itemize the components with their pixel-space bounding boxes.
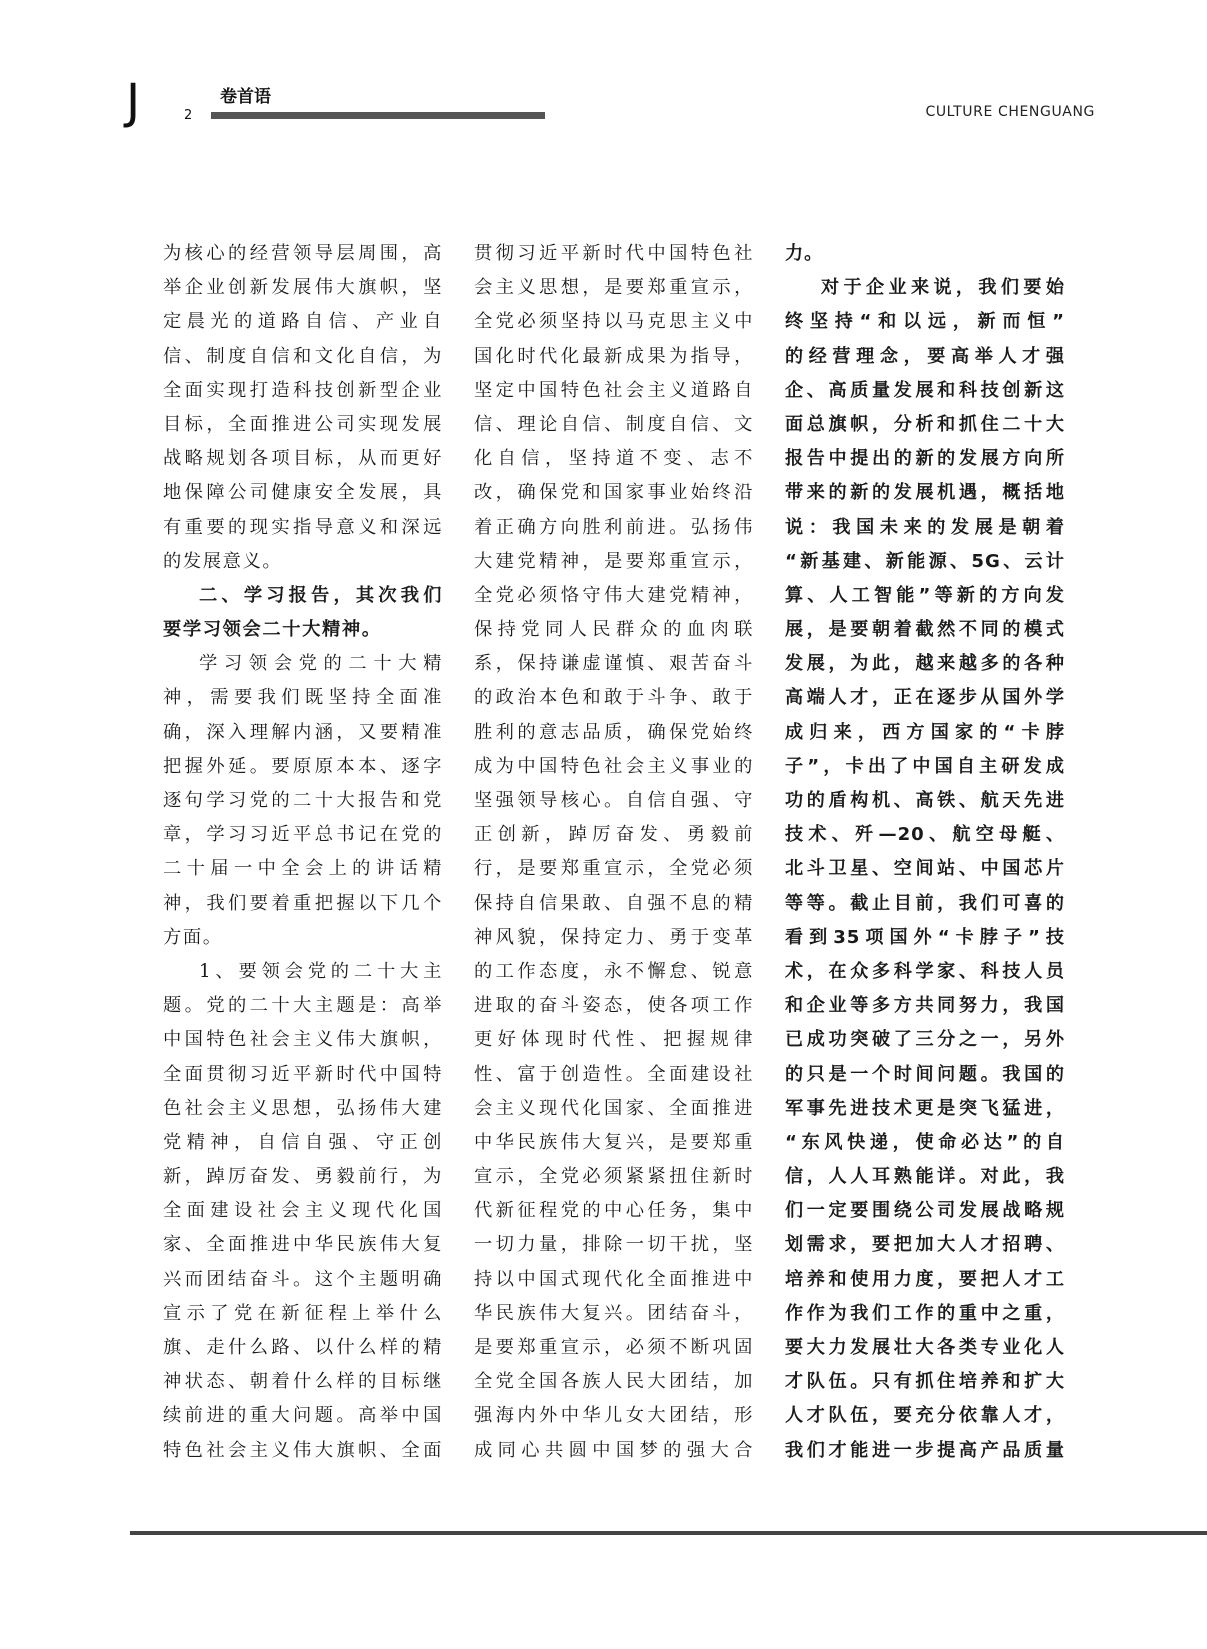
text-line: 技术、歼—20、航空母艇、 — [785, 824, 1065, 846]
text-line: 人才队伍，要充分依靠人才， — [785, 1405, 1065, 1427]
text-line: “东风快递，使命必达”的自 — [785, 1131, 1065, 1153]
text-line: 更好体现时代性、把握规律 — [474, 1029, 754, 1051]
text-line: 才队伍。只有抓住培养和扩大 — [785, 1371, 1065, 1393]
text-line: 系，保持谦虚谨慎、艰苦奋斗 — [474, 653, 754, 675]
text-line: 术，在众多科学家、科技人员 — [785, 960, 1065, 982]
text-line: 全面建设社会主义现代化国 — [163, 1200, 443, 1222]
text-line: 胜利的意志品质，确保党始终 — [474, 721, 754, 743]
header-rule — [211, 112, 545, 119]
text-line: 会主义思想，是要郑重宣示， — [474, 277, 754, 299]
text-line: 展，是要朝着截然不同的模式 — [785, 619, 1065, 641]
text-line: 目标，全面推进公司实现发展 — [163, 413, 443, 435]
text-line: 特色社会主义伟大旗帜、全面 — [163, 1439, 443, 1461]
text-line: 培养和使用力度，要把人才工 — [785, 1268, 1065, 1290]
text-line: 高端人才，正在逐步从国外学 — [785, 687, 1065, 709]
text-line: 题。党的二十大主题是：高举 — [163, 995, 443, 1017]
text-line: 终坚持“和以远，新而恒” — [785, 311, 1065, 333]
section-title: 卷首语 — [220, 87, 271, 107]
text-line: 算、人工智能”等新的方向发 — [785, 584, 1065, 606]
text-line: 国化时代化最新成果为指导， — [474, 345, 754, 367]
text-line: 等等。截止目前，我们可喜的 — [785, 892, 1065, 914]
text-line: “新基建、新能源、5G、云计 — [785, 550, 1065, 572]
text-line: 要大力发展壮大各类专业化人 — [785, 1337, 1065, 1358]
text-line: 贯彻习近平新时代中国特色社 — [474, 243, 754, 264]
text-line: 报告中提出的新的发展方向所 — [785, 448, 1065, 470]
text-line: 章，学习习近平总书记在党的 — [163, 824, 443, 846]
text-line: 1、要领会党的二十大主 — [199, 960, 443, 982]
text-line: 保持自信果敢、自强不息的精 — [474, 892, 754, 914]
text-line: 持以中国式现代化全面推进中 — [474, 1268, 754, 1290]
text-line: 方面。 — [163, 926, 223, 948]
text-line: 划需求，要把加大人才招聘、 — [785, 1234, 1065, 1256]
text-line: 神，需要我们既坚持全面准 — [163, 687, 443, 709]
text-line: 新，踔厉奋发、勇毅前行，为 — [163, 1166, 443, 1188]
text-line: 的经营理念，要高举人才强 — [785, 345, 1065, 367]
text-line: 举企业创新发展伟大旗帜，坚 — [163, 277, 443, 299]
text-line: 学习领会党的二十大精 — [199, 653, 443, 675]
text-line: 确，深入理解内涵，又要精准 — [163, 721, 443, 743]
text-line: 性、富于创造性。全面建设社 — [474, 1063, 754, 1085]
text-line: 地保障公司健康安全发展，具 — [163, 482, 443, 504]
text-line: 着正确方向胜利前进。弘扬伟 — [474, 516, 754, 538]
text-line: 成同心共圆中国梦的强大合 — [474, 1439, 754, 1461]
text-line: 坚强领导核心。自信自强、守 — [474, 790, 754, 811]
text-line: 宣示了党在新征程上举什么 — [163, 1302, 443, 1324]
text-line: 发展，为此，越来越多的各种 — [785, 653, 1065, 675]
text-line: 中国特色社会主义伟大旗帜， — [163, 1029, 443, 1051]
text-line: 力。 — [785, 243, 824, 264]
text-line: 把握外延。要原原本本、逐字 — [163, 755, 443, 777]
text-line: 的只是一个时间问题。我国的 — [785, 1063, 1065, 1085]
text-line: 进取的奋斗姿态，使各项工作 — [474, 995, 754, 1017]
text-line: 华民族伟大复兴。团结奋斗， — [474, 1302, 754, 1324]
text-line: 军事先进技术更是突飞猛进， — [785, 1097, 1065, 1119]
text-line: 作作为我们工作的重中之重， — [785, 1302, 1065, 1324]
text-line: 二十届一中全会上的讲话精 — [163, 858, 443, 880]
text-line: 带来的新的发展机遇，概括地 — [785, 482, 1065, 504]
text-line: 是要郑重宣示，必须不断巩固 — [474, 1337, 754, 1358]
text-line: 全党必须坚持以马克思主义中 — [474, 311, 754, 333]
text-line: 我们才能进一步提高产品质量 — [785, 1439, 1065, 1461]
text-line: 信、理论自信、制度自信、文 — [474, 413, 754, 435]
text-line: 战略规划各项目标，从而更好 — [163, 448, 443, 470]
text-line: 全党全国各族人民大团结，加 — [474, 1371, 754, 1393]
text-line: 成归来，西方国家的“卡脖 — [785, 721, 1065, 743]
text-line: 全面贯彻习近平新时代中国特 — [163, 1063, 443, 1085]
journal-logo-letter: J — [126, 74, 141, 130]
text-column-2 — [474, 237, 754, 1468]
text-line: 全面实现打造科技创新型企业 — [163, 379, 443, 401]
text-line: 中华民族伟大复兴，是要郑重 — [474, 1131, 754, 1153]
text-line: 功的盾构机、高铁、航天先进 — [785, 790, 1065, 811]
text-line: 强海内外中华儿女大团结，形 — [474, 1405, 754, 1427]
text-column-3 — [785, 237, 1065, 1468]
text-line: 续前进的重大问题。高举中国 — [163, 1405, 443, 1427]
text-line: 为核心的经营领导层周围，高 — [163, 243, 443, 264]
text-line: 神，我们要着重把握以下几个 — [163, 892, 443, 914]
text-line: 子”，卡出了中国自主研发成 — [785, 755, 1065, 777]
text-line: 兴而团结奋斗。这个主题明确 — [163, 1268, 443, 1290]
text-line: 改，确保党和国家事业始终沿 — [474, 482, 754, 504]
publication-name: CULTURE CHENGUANG — [925, 104, 1095, 120]
text-line: 神风貌，保持定力、勇于变革 — [474, 926, 754, 948]
text-line: 要学习领会二十大精神。 — [163, 619, 382, 641]
text-line: 化自信，坚持道不变、志不 — [474, 448, 754, 470]
text-line: 看到35项国外“卡脖子”技 — [785, 926, 1065, 948]
text-line: 说：我国未来的发展是朝着 — [785, 516, 1065, 538]
page-number: 2 — [184, 108, 193, 123]
text-line: 代新征程党的中心任务，集中 — [474, 1200, 754, 1222]
text-line: 逐句学习党的二十大报告和党 — [163, 790, 443, 811]
text-line: 有重要的现实指导意义和深远 — [163, 516, 443, 538]
text-line: 家、全面推进中华民族伟大复 — [163, 1234, 443, 1256]
text-line: 宣示，全党必须紧紧扭住新时 — [474, 1166, 754, 1188]
text-line: 信、制度自信和文化自信，为 — [163, 345, 443, 367]
text-line: 们一定要围绕公司发展战略规 — [785, 1200, 1065, 1222]
text-line: 保持党同人民群众的血肉联 — [474, 619, 754, 641]
text-line: 面总旗帜，分析和抓住二十大 — [785, 413, 1065, 435]
text-line: 色社会主义思想，弘扬伟大建 — [163, 1097, 443, 1119]
footer-rule — [130, 1531, 1207, 1535]
text-line: 正创新，踔厉奋发、勇毅前 — [474, 824, 754, 846]
text-line: 神状态、朝着什么样的目标继 — [163, 1371, 443, 1393]
text-line: 定晨光的道路自信、产业自 — [163, 311, 443, 333]
text-line: 北斗卫星、空间站、中国芯片 — [785, 858, 1065, 880]
text-line: 行，是要郑重宣示，全党必须 — [474, 858, 754, 880]
text-line: 二、学习报告，其次我们 — [199, 584, 443, 606]
text-line: 大建党精神，是要郑重宣示， — [474, 550, 754, 572]
text-line: 信，人人耳熟能详。对此，我 — [785, 1166, 1065, 1188]
text-line: 党精神，自信自强、守正创 — [163, 1131, 443, 1153]
text-line: 的政治本色和敢于斗争、敢于 — [474, 687, 754, 709]
text-line: 的发展意义。 — [163, 550, 283, 572]
text-line: 对于企业来说，我们要始 — [821, 277, 1065, 299]
text-line: 已成功突破了三分之一，另外 — [785, 1029, 1065, 1051]
text-line: 全党必须恪守伟大建党精神， — [474, 584, 754, 606]
text-line: 会主义现代化国家、全面推进 — [474, 1097, 754, 1119]
text-column-1 — [163, 237, 443, 1468]
text-line: 企、高质量发展和科技创新这 — [785, 379, 1065, 401]
text-line: 坚定中国特色社会主义道路自 — [474, 379, 754, 401]
text-line: 的工作态度，永不懈怠、锐意 — [474, 960, 754, 982]
text-line: 成为中国特色社会主义事业的 — [474, 755, 754, 777]
text-line: 旗、走什么路、以什么样的精 — [163, 1337, 443, 1358]
text-line: 一切力量，排除一切干扰，坚 — [474, 1234, 754, 1256]
text-line: 和企业等多方共同努力，我国 — [785, 995, 1065, 1017]
